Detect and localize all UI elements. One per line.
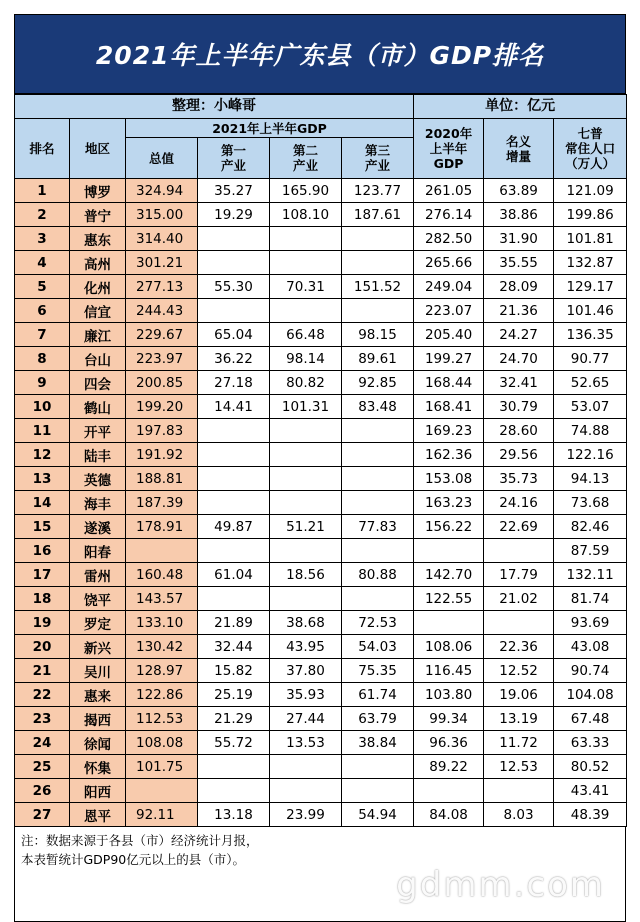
nominal-increase-cell: 19.06 (484, 683, 554, 707)
primary-cell (198, 587, 270, 611)
table-row (15, 299, 627, 323)
population-cell: 52.65 (554, 371, 627, 395)
primary-cell: 15.82 (198, 659, 270, 683)
table-row (15, 419, 627, 443)
secondary-cell: 43.95 (270, 635, 342, 659)
secondary-cell (270, 299, 342, 323)
rank-cell: 13 (15, 467, 70, 491)
gdp2020-cell: 276.14 (414, 203, 484, 227)
gdp-total-cell: 112.53 (126, 707, 198, 731)
table-row (15, 443, 627, 467)
rank-cell: 6 (15, 299, 70, 323)
table-row (15, 755, 627, 779)
primary-cell (198, 227, 270, 251)
region-cell: 恩平 (70, 803, 126, 827)
tertiary-cell: 72.53 (342, 611, 414, 635)
gdp2020-cell: 108.06 (414, 635, 484, 659)
region-cell: 陆丰 (70, 443, 126, 467)
rank-cell: 19 (15, 611, 70, 635)
nominal-increase-cell (484, 779, 554, 803)
population-cell: 43.41 (554, 779, 627, 803)
nominal-increase-cell: 38.86 (484, 203, 554, 227)
table-row (15, 179, 627, 203)
table-row (15, 275, 627, 299)
header-primary: 第一 产业 (198, 138, 270, 179)
secondary-cell: 80.82 (270, 371, 342, 395)
header-2021h1-gdp: 2021年上半年GDP (126, 119, 414, 138)
tertiary-cell (342, 539, 414, 563)
rank-cell: 9 (15, 371, 70, 395)
gdp-total-cell: 92.11 (126, 803, 198, 827)
secondary-cell (270, 443, 342, 467)
secondary-cell: 23.99 (270, 803, 342, 827)
table-row (15, 491, 627, 515)
region-cell: 惠来 (70, 683, 126, 707)
population-cell: 90.77 (554, 347, 627, 371)
header-rank: 排名 (15, 119, 70, 179)
note-line: 注：数据来源于各县（市）经济统计月报， (21, 833, 259, 848)
population-cell: 82.46 (554, 515, 627, 539)
gdp-total-cell: 191.92 (126, 443, 198, 467)
primary-cell (198, 755, 270, 779)
population-cell: 74.88 (554, 419, 627, 443)
secondary-cell (270, 587, 342, 611)
primary-cell: 27.18 (198, 371, 270, 395)
secondary-cell (270, 467, 342, 491)
nominal-increase-cell: 17.79 (484, 563, 554, 587)
table-row (15, 659, 627, 683)
gdp-total-cell: 315.00 (126, 203, 198, 227)
population-cell: 53.07 (554, 395, 627, 419)
gdp-total-cell: 108.08 (126, 731, 198, 755)
rank-cell: 8 (15, 347, 70, 371)
population-cell: 43.08 (554, 635, 627, 659)
region-cell: 饶平 (70, 587, 126, 611)
gdp-total-cell (126, 539, 198, 563)
gdp2020-cell: 163.23 (414, 491, 484, 515)
secondary-cell: 38.68 (270, 611, 342, 635)
table-row (15, 371, 627, 395)
gdp2020-cell: 84.08 (414, 803, 484, 827)
tertiary-cell (342, 299, 414, 323)
population-cell: 129.17 (554, 275, 627, 299)
gdp2020-cell: 249.04 (414, 275, 484, 299)
nominal-increase-cell: 35.55 (484, 251, 554, 275)
gdp-total-cell: 130.42 (126, 635, 198, 659)
primary-cell: 55.72 (198, 731, 270, 755)
tertiary-cell: 75.35 (342, 659, 414, 683)
rank-cell: 24 (15, 731, 70, 755)
rank-cell: 3 (15, 227, 70, 251)
gdp2020-cell: 168.41 (414, 395, 484, 419)
nominal-increase-cell: 21.36 (484, 299, 554, 323)
population-cell: 87.59 (554, 539, 627, 563)
primary-cell (198, 467, 270, 491)
secondary-cell (270, 755, 342, 779)
header-census-population: 七普 常住人口 （万人） (554, 119, 627, 179)
region-cell: 阳西 (70, 779, 126, 803)
region-cell: 化州 (70, 275, 126, 299)
table-row (15, 203, 627, 227)
gdp2020-cell: 169.23 (414, 419, 484, 443)
secondary-cell (270, 779, 342, 803)
secondary-cell (270, 539, 342, 563)
tertiary-cell (342, 491, 414, 515)
tertiary-cell (342, 467, 414, 491)
rank-cell: 7 (15, 323, 70, 347)
population-cell: 94.13 (554, 467, 627, 491)
region-cell: 吴川 (70, 659, 126, 683)
table-row (15, 323, 627, 347)
nominal-increase-cell: 28.60 (484, 419, 554, 443)
population-cell: 93.69 (554, 611, 627, 635)
nominal-increase-cell: 24.70 (484, 347, 554, 371)
tertiary-cell (342, 443, 414, 467)
primary-cell (198, 491, 270, 515)
secondary-cell: 101.31 (270, 395, 342, 419)
primary-cell: 65.04 (198, 323, 270, 347)
gdp2020-cell (414, 611, 484, 635)
tertiary-cell: 123.77 (342, 179, 414, 203)
nominal-increase-cell: 12.52 (484, 659, 554, 683)
nominal-increase-cell: 24.16 (484, 491, 554, 515)
primary-cell: 61.04 (198, 563, 270, 587)
table-row (15, 635, 627, 659)
rank-cell: 21 (15, 659, 70, 683)
notes (14, 827, 626, 922)
meta-row (15, 95, 627, 119)
tertiary-cell: 63.79 (342, 707, 414, 731)
table-row (15, 731, 627, 755)
secondary-cell: 13.53 (270, 731, 342, 755)
table-row (15, 467, 627, 491)
tertiary-cell: 54.94 (342, 803, 414, 827)
population-cell: 104.08 (554, 683, 627, 707)
secondary-cell: 108.10 (270, 203, 342, 227)
gdp2020-cell: 96.36 (414, 731, 484, 755)
primary-cell (198, 539, 270, 563)
region-cell: 台山 (70, 347, 126, 371)
gdp2020-cell: 282.50 (414, 227, 484, 251)
gdp2020-cell (414, 779, 484, 803)
region-cell: 博罗 (70, 179, 126, 203)
nominal-increase-cell: 63.89 (484, 179, 554, 203)
primary-cell: 25.19 (198, 683, 270, 707)
rank-cell: 11 (15, 419, 70, 443)
table-row (15, 395, 627, 419)
nominal-increase-cell: 22.36 (484, 635, 554, 659)
secondary-cell (270, 419, 342, 443)
tertiary-cell: 187.61 (342, 203, 414, 227)
gdp2020-cell: 199.27 (414, 347, 484, 371)
gdp2020-cell: 162.36 (414, 443, 484, 467)
table-row (15, 683, 627, 707)
secondary-cell: 165.90 (270, 179, 342, 203)
rank-cell: 20 (15, 635, 70, 659)
nominal-increase-cell: 31.90 (484, 227, 554, 251)
gdp-total-cell: 143.57 (126, 587, 198, 611)
region-cell: 遂溪 (70, 515, 126, 539)
nominal-increase-cell: 12.53 (484, 755, 554, 779)
gdp-total-cell: 277.13 (126, 275, 198, 299)
rank-cell: 26 (15, 779, 70, 803)
document-title: 2021年上半年广东县（市）GDP排名 (14, 14, 626, 94)
gdp2020-cell: 89.22 (414, 755, 484, 779)
secondary-cell (270, 491, 342, 515)
population-cell: 199.86 (554, 203, 627, 227)
gdp2020-cell: 122.55 (414, 587, 484, 611)
primary-cell: 14.41 (198, 395, 270, 419)
region-cell: 高州 (70, 251, 126, 275)
gdp-total-cell: 229.67 (126, 323, 198, 347)
population-cell: 63.33 (554, 731, 627, 755)
table-row (15, 227, 627, 251)
nominal-increase-cell: 28.09 (484, 275, 554, 299)
table-row (15, 587, 627, 611)
gdp-total-cell: 122.86 (126, 683, 198, 707)
table-row (15, 515, 627, 539)
header-total: 总值 (126, 138, 198, 179)
gdp-total-cell: 197.83 (126, 419, 198, 443)
primary-cell: 19.29 (198, 203, 270, 227)
note-line: 本表暂统计GDP90亿元以上的县（市）。 (21, 852, 246, 867)
header-2020h1-gdp: 2020年 上半年 GDP (414, 119, 484, 179)
gdp-total-cell (126, 779, 198, 803)
header-row-1 (15, 119, 627, 138)
gdp-total-cell: 188.81 (126, 467, 198, 491)
table-row (15, 779, 627, 803)
tertiary-cell: 98.15 (342, 323, 414, 347)
tertiary-cell: 83.48 (342, 395, 414, 419)
population-cell: 121.09 (554, 179, 627, 203)
rank-cell: 15 (15, 515, 70, 539)
gdp2020-cell: 205.40 (414, 323, 484, 347)
gdp-total-cell: 101.75 (126, 755, 198, 779)
region-cell: 雷州 (70, 563, 126, 587)
gdp2020-cell: 223.07 (414, 299, 484, 323)
gdp-ranking-document (14, 14, 626, 922)
primary-cell: 13.18 (198, 803, 270, 827)
population-cell: 73.68 (554, 491, 627, 515)
rank-cell: 23 (15, 707, 70, 731)
primary-cell: 35.27 (198, 179, 270, 203)
nominal-increase-cell (484, 611, 554, 635)
rank-cell: 27 (15, 803, 70, 827)
rank-cell: 1 (15, 179, 70, 203)
secondary-cell: 70.31 (270, 275, 342, 299)
header-tertiary: 第三 产业 (342, 138, 414, 179)
primary-cell (198, 299, 270, 323)
nominal-increase-cell: 13.19 (484, 707, 554, 731)
gdp2020-cell: 265.66 (414, 251, 484, 275)
gdp-total-cell: 314.40 (126, 227, 198, 251)
rank-cell: 25 (15, 755, 70, 779)
region-cell: 惠东 (70, 227, 126, 251)
rank-cell: 4 (15, 251, 70, 275)
unit-label: 单位：亿元 (414, 95, 627, 119)
secondary-cell: 51.21 (270, 515, 342, 539)
header-secondary: 第二 产业 (270, 138, 342, 179)
tertiary-cell: 151.52 (342, 275, 414, 299)
gdp-total-cell: 178.91 (126, 515, 198, 539)
tertiary-cell (342, 755, 414, 779)
region-cell: 英德 (70, 467, 126, 491)
gdp2020-cell: 103.80 (414, 683, 484, 707)
nominal-increase-cell: 11.72 (484, 731, 554, 755)
rank-cell: 22 (15, 683, 70, 707)
gdp-total-cell: 200.85 (126, 371, 198, 395)
gdp-total-cell: 160.48 (126, 563, 198, 587)
compiler-label: 整理：小峰哥 (15, 95, 414, 119)
region-cell: 阳春 (70, 539, 126, 563)
gdp-table (14, 94, 627, 827)
tertiary-cell (342, 251, 414, 275)
nominal-increase-cell: 30.79 (484, 395, 554, 419)
header-nominal-increase: 名义 增量 (484, 119, 554, 179)
region-cell: 新兴 (70, 635, 126, 659)
primary-cell (198, 779, 270, 803)
region-cell: 怀集 (70, 755, 126, 779)
table-row (15, 347, 627, 371)
population-cell: 81.74 (554, 587, 627, 611)
primary-cell: 55.30 (198, 275, 270, 299)
population-cell: 101.81 (554, 227, 627, 251)
nominal-increase-cell: 8.03 (484, 803, 554, 827)
gdp-total-cell: 324.94 (126, 179, 198, 203)
region-cell: 徐闻 (70, 731, 126, 755)
gdp2020-cell: 153.08 (414, 467, 484, 491)
secondary-cell: 66.48 (270, 323, 342, 347)
population-cell: 90.74 (554, 659, 627, 683)
population-cell: 122.16 (554, 443, 627, 467)
gdp-total-cell: 244.43 (126, 299, 198, 323)
primary-cell (198, 251, 270, 275)
tertiary-cell: 89.61 (342, 347, 414, 371)
region-cell: 四会 (70, 371, 126, 395)
rank-cell: 16 (15, 539, 70, 563)
region-cell: 罗定 (70, 611, 126, 635)
secondary-cell: 27.44 (270, 707, 342, 731)
rank-cell: 17 (15, 563, 70, 587)
secondary-cell: 35.93 (270, 683, 342, 707)
population-cell: 48.39 (554, 803, 627, 827)
table-row (15, 803, 627, 827)
table-row (15, 563, 627, 587)
population-cell: 136.35 (554, 323, 627, 347)
primary-cell (198, 419, 270, 443)
primary-cell: 49.87 (198, 515, 270, 539)
tertiary-cell: 80.88 (342, 563, 414, 587)
population-cell: 101.46 (554, 299, 627, 323)
nominal-increase-cell (484, 539, 554, 563)
rank-cell: 14 (15, 491, 70, 515)
gdp-total-cell: 199.20 (126, 395, 198, 419)
population-cell: 132.87 (554, 251, 627, 275)
gdp2020-cell: 168.44 (414, 371, 484, 395)
secondary-cell: 18.56 (270, 563, 342, 587)
rank-cell: 18 (15, 587, 70, 611)
tertiary-cell: 54.03 (342, 635, 414, 659)
gdp2020-cell: 99.34 (414, 707, 484, 731)
table-row (15, 251, 627, 275)
table-row (15, 539, 627, 563)
primary-cell: 36.22 (198, 347, 270, 371)
secondary-cell (270, 227, 342, 251)
primary-cell: 32.44 (198, 635, 270, 659)
secondary-cell (270, 251, 342, 275)
secondary-cell: 37.80 (270, 659, 342, 683)
tertiary-cell: 38.84 (342, 731, 414, 755)
tertiary-cell: 92.85 (342, 371, 414, 395)
table-row (15, 611, 627, 635)
region-cell: 揭西 (70, 707, 126, 731)
region-cell: 信宜 (70, 299, 126, 323)
table-row (15, 707, 627, 731)
rank-cell: 5 (15, 275, 70, 299)
nominal-increase-cell: 24.27 (484, 323, 554, 347)
nominal-increase-cell: 22.69 (484, 515, 554, 539)
region-cell: 廉江 (70, 323, 126, 347)
gdp-total-cell: 223.97 (126, 347, 198, 371)
primary-cell: 21.89 (198, 611, 270, 635)
watermark: gdmm.com (396, 865, 605, 905)
tertiary-cell (342, 419, 414, 443)
tertiary-cell: 77.83 (342, 515, 414, 539)
region-cell: 开平 (70, 419, 126, 443)
population-cell: 132.11 (554, 563, 627, 587)
gdp2020-cell: 261.05 (414, 179, 484, 203)
tertiary-cell (342, 779, 414, 803)
nominal-increase-cell: 32.41 (484, 371, 554, 395)
primary-cell (198, 443, 270, 467)
gdp-total-cell: 133.10 (126, 611, 198, 635)
rank-cell: 12 (15, 443, 70, 467)
gdp2020-cell: 156.22 (414, 515, 484, 539)
gdp-total-cell: 187.39 (126, 491, 198, 515)
gdp2020-cell: 116.45 (414, 659, 484, 683)
primary-cell: 21.29 (198, 707, 270, 731)
gdp-total-cell: 128.97 (126, 659, 198, 683)
rank-cell: 2 (15, 203, 70, 227)
rank-cell: 10 (15, 395, 70, 419)
tertiary-cell: 61.74 (342, 683, 414, 707)
gdp2020-cell: 142.70 (414, 563, 484, 587)
gdp-total-cell: 301.21 (126, 251, 198, 275)
tertiary-cell (342, 587, 414, 611)
region-cell: 海丰 (70, 491, 126, 515)
region-cell: 鹤山 (70, 395, 126, 419)
tertiary-cell (342, 227, 414, 251)
region-cell: 普宁 (70, 203, 126, 227)
secondary-cell: 98.14 (270, 347, 342, 371)
header-region: 地区 (70, 119, 126, 179)
population-cell: 80.52 (554, 755, 627, 779)
population-cell: 67.48 (554, 707, 627, 731)
gdp2020-cell (414, 539, 484, 563)
nominal-increase-cell: 29.56 (484, 443, 554, 467)
nominal-increase-cell: 21.02 (484, 587, 554, 611)
nominal-increase-cell: 35.73 (484, 467, 554, 491)
